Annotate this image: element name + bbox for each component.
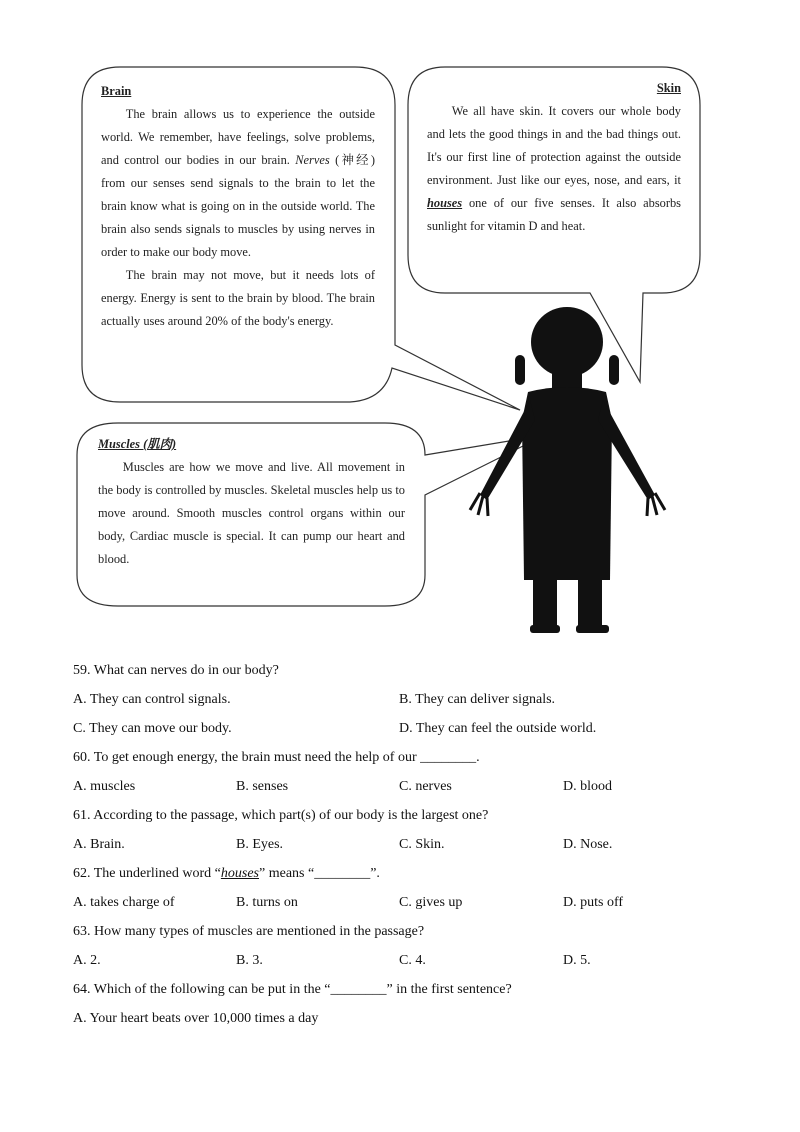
q63-option-d[interactable]: D. 5. [563, 953, 591, 968]
q59-option-a[interactable]: A. They can control signals. [73, 692, 231, 707]
skin-passage [427, 77, 681, 238]
skin-title: Skin [656, 81, 681, 95]
q62-underlined-word: houses [220, 866, 259, 881]
questions-section [73, 656, 753, 1033]
brain-p1-part-b: (神经) from our senses send signals to the brain to let the brain know what is going on in the outside world. The brain also sends signals to muscles by using nerves in order to make our body move. [101, 153, 375, 259]
question-61-stem: 61. According to the passage, which part(s) of our body is the largest one? [73, 808, 489, 823]
q60-option-d[interactable]: D. blood [563, 779, 612, 794]
q62-option-a[interactable]: A. takes charge of [73, 895, 175, 910]
question-59-options-row-2 [73, 714, 753, 743]
q63-option-c[interactable]: C. 4. [399, 953, 426, 968]
q64-option-a[interactable]: A. Your heart beats over 10,000 times a day [73, 1011, 319, 1026]
brain-paragraph-2: The brain may not move, but it needs lots of energy. Energy is sent to the brain by blood. The brain actually uses around 20% of the body's energy. [101, 268, 375, 328]
brain-passage [101, 80, 375, 333]
question-64-options [73, 1004, 753, 1033]
q60-option-a[interactable]: A. muscles [73, 779, 136, 794]
question-62-options [73, 888, 753, 917]
skin-p1-part-a: We all have skin. It covers our whole body and lets the good things in and the bad things out. It's our first line of protection against the outside environment. Just like our eyes, nose, and ears, it [427, 104, 681, 187]
skin-paragraph-1 [427, 100, 681, 238]
question-60-options [73, 772, 753, 801]
muscles-title: Muscles (肌肉) [98, 437, 177, 451]
q59-option-b[interactable]: B. They can deliver signals. [399, 692, 556, 707]
q62-stem-part-b: ” means “________”. [259, 866, 380, 881]
q61-option-b[interactable]: B. Eyes. [236, 837, 284, 852]
brain-paragraph-1 [101, 103, 375, 264]
q59-option-d[interactable]: D. They can feel the outside world. [399, 721, 597, 736]
q61-option-a[interactable]: A. Brain. [73, 837, 125, 852]
q59-option-c[interactable]: C. They can move our body. [73, 721, 232, 736]
q61-option-d[interactable]: D. Nose. [563, 837, 613, 852]
brain-p1-part-a: The brain allows us to experience the outside world. We remember, have feelings, solve problems, and control our bodies in our brain. [101, 107, 375, 167]
muscles-passage [98, 433, 405, 571]
q62-option-c[interactable]: C. gives up [399, 895, 463, 910]
question-60-stem: 60. To get enough energy, the brain must need the help of our ________. [73, 750, 480, 765]
question-63-options [73, 946, 753, 975]
q62-stem-part-a: 62. The underlined word “ [73, 866, 221, 881]
question-59-options-row-1 [73, 685, 753, 714]
muscles-paragraph-1: Muscles are how we move and live. All movement in the body is controlled by muscles. Skeletal muscles help us to move around. Smooth muscles control organs within our body, Cardiac muscle is special. It can pump our heart and blood. [98, 460, 405, 566]
brain-title: Brain [101, 84, 132, 98]
q63-option-b[interactable]: B. 3. [236, 953, 263, 968]
question-61-options [73, 830, 753, 859]
q61-option-c[interactable]: C. Skin. [399, 837, 445, 852]
question-59-stem: 59. What can nerves do in our body? [73, 663, 279, 678]
q63-option-a[interactable]: A. 2. [73, 953, 101, 968]
q62-option-b[interactable]: B. turns on [236, 895, 298, 910]
question-63-stem: 63. How many types of muscles are mentioned in the passage? [73, 924, 425, 939]
question-64-stem: 64. Which of the following can be put in the “________” in the first sentence? [73, 982, 512, 997]
question-62-stem [73, 859, 753, 888]
q60-option-c[interactable]: C. nerves [399, 779, 452, 794]
skin-p1-part-b: one of our five senses. It also absorbs sunlight for vitamin D and heat. [427, 196, 681, 233]
nerves-word: Nerves [295, 153, 330, 167]
houses-underlined-word: houses [427, 196, 463, 210]
q60-option-b[interactable]: B. senses [236, 779, 289, 794]
q62-option-d[interactable]: D. puts off [563, 895, 624, 910]
